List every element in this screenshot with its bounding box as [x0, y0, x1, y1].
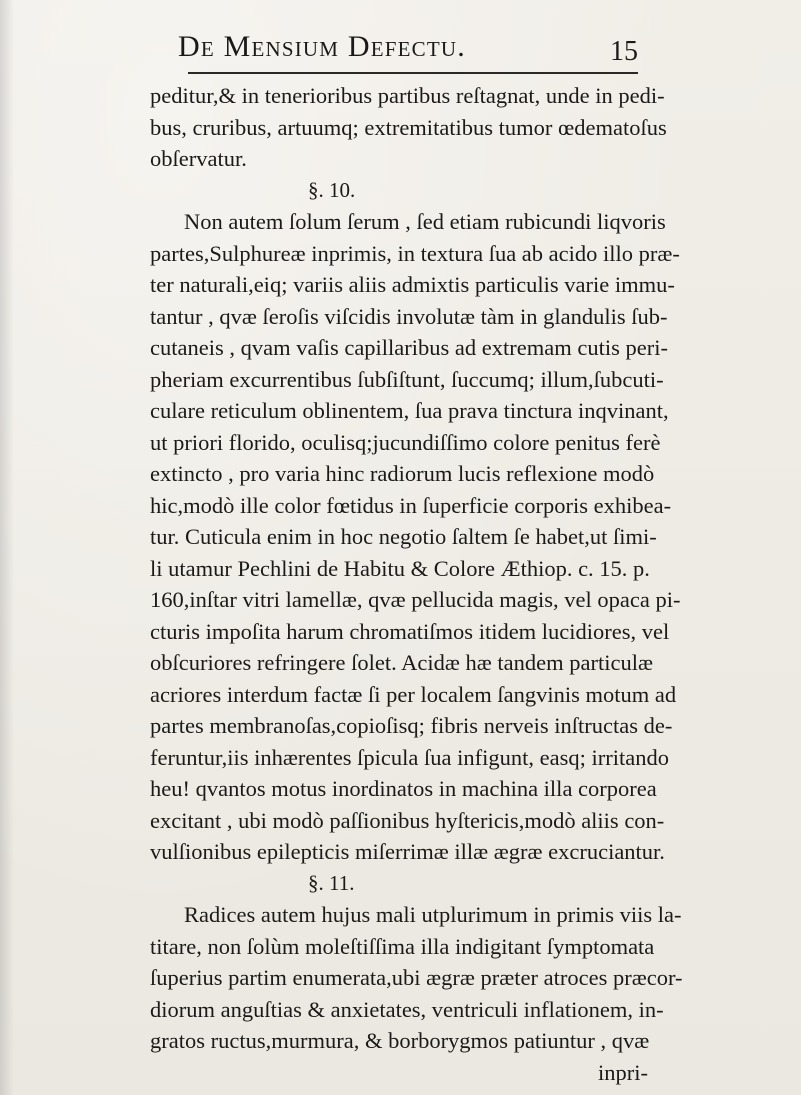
text-line: pheriam excurrentibus ſubſiſtunt, ſuccumq; illum,ſubcuti-	[150, 366, 664, 392]
section-number: §. 10.	[308, 177, 356, 202]
text-line: obſervatur.	[150, 146, 247, 171]
text-line: obſcuriores refringere ſolet. Acidæ hæ tandem particulæ	[150, 650, 653, 675]
page-number: 15	[610, 36, 638, 67]
body-text	[150, 80, 790, 1088]
text-line: li utamur Pechlini de Habitu & Colore Æthiop. c. 15. p.	[150, 555, 650, 581]
text-line: titare, non ſolùm moleſtiſſima illa indigitant ſymptomata	[150, 933, 655, 959]
text-line: gratos ructus,murmura, & borborygmos patiuntur , qvæ	[150, 1028, 650, 1053]
text-line: tur. Cuticula enim in hoc negotio ſaltem ſe habet,ut ſimi-	[150, 524, 657, 549]
text-line: acriores interdum factæ ſi per localem ſangvinis motum ad	[150, 681, 677, 707]
page-header	[178, 30, 778, 78]
text-line: ſuperius partim enumerata,ubi ægræ præter atroces præcor-	[150, 965, 683, 990]
text-line: ter naturali,eiq; variis aliis admixtis particulis varie immu-	[150, 272, 675, 297]
text-line: partes membranoſas,copioſisq; fibris nerveis inſtructas de-	[150, 713, 673, 738]
text-line: tantur , qvæ ſeroſis viſcidis involutæ tàm in glandulis ſub-	[150, 303, 668, 329]
header-rule	[188, 72, 638, 74]
text-line: diorum anguſtias & anxietates, ventriculi inflationem, in-	[150, 996, 664, 1022]
text-line: extincto , pro varia hinc radiorum lucis reflexione modò	[150, 461, 655, 486]
text-line: partes,Sulphureæ inprimis, in textura ſua ab acido illo præ-	[150, 240, 680, 266]
running-head: De Mensium Defectu.	[178, 30, 466, 63]
text-line: ut priori florido, oculisq;jucundiſſimo colore penitus ferè	[150, 429, 661, 455]
section-number: §. 11.	[308, 870, 355, 895]
text-line: peditur,& in tenerioribus partibus reſtagnat, unde in pedi-	[150, 83, 665, 108]
text-line: excitant , ubi modò paſſionibus hyſtericis,modò aliis con-	[150, 807, 665, 833]
text-line: bus, cruribus, artuumq; extremitatibus tumor œdematoſus	[150, 114, 667, 140]
text-line: hic,modò ille color fœtidus in ſuperficie corporis exhibea-	[150, 492, 672, 518]
text-line: heu! qvantos motus inordinatos in machina illa corporea	[150, 776, 657, 801]
text-line: cturis impoſita harum chromatiſmos itidem lucidiores, vel	[150, 618, 670, 644]
text-line: culare reticulum oblinentem, ſua prava tinctura inqvinant,	[150, 398, 669, 423]
text-line: Radices autem hujus mali utplurimum in primis viis la-	[184, 902, 682, 927]
text-line: cutaneis , qvam vaſis capillaribus ad extremam cutis peri-	[150, 335, 668, 360]
catchword: inpri-	[598, 1059, 648, 1085]
page-edge-shadow	[0, 0, 14, 1095]
text-line: vulſionibus epilepticis miſerrimæ illæ ægræ excruciantur.	[150, 839, 665, 864]
text-line: Non autem ſolum ſerum , ſed etiam rubicundi liqvoris	[184, 209, 666, 234]
text-line: 160,inſtar vitri lamellæ, qvæ pellucida magis, vel opaca pi-	[150, 587, 681, 612]
text-line: feruntur,iis inhærentes ſpicula ſua infigunt, easq; irritando	[150, 744, 669, 770]
